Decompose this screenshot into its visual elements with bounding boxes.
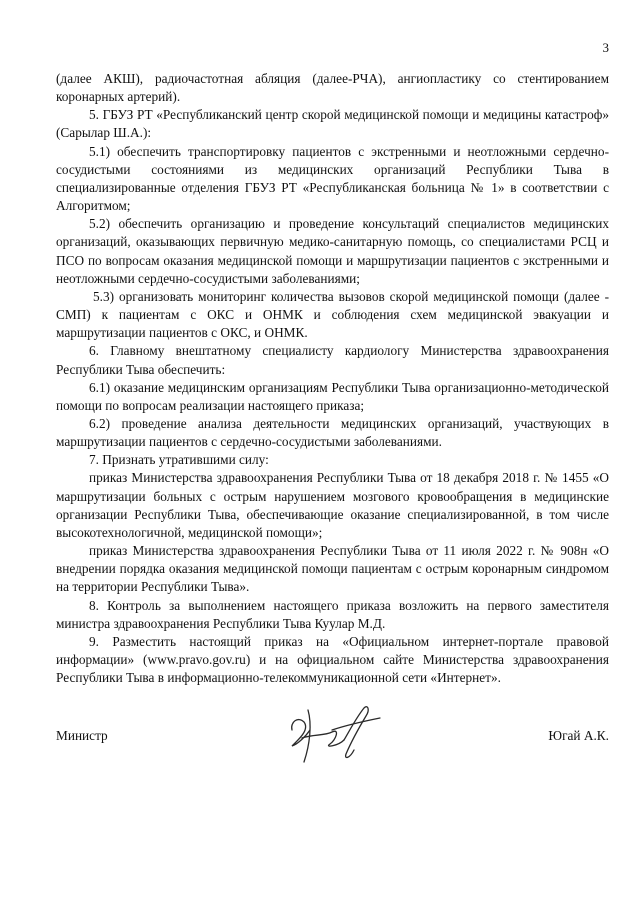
- paragraph-item-5-3: 5.3) организовать мониторинг количества вызовов скорой медицинской помощи (далее - СМП) к пациентам с ОКС и ОНМК и соблюдения схем медицинской эвакуации и маршрутизации пациентов с ОКС, и ОНМК.: [56, 288, 609, 341]
- paragraph-item-5: 5. ГБУЗ РТ «Республиканский центр скорой медицинской помощи и медицины катастроф» (Сарылар Ш.А.):: [56, 107, 609, 141]
- paragraph-item-8: 8. Контроль за выполнением настоящего приказа возложить на первого заместителя министра здравоохранения Республики Тыва Куулар М.Д.: [56, 597, 609, 631]
- paragraph-item-9: 9. Разместить настоящий приказ на «Официальном интернет-портале правовой информации» (www.pravo.gov.ru) и на официальном сайте Министерства здравоохранения Республики Тыва в информационно-телекоммуникационной сети «Интернет».: [56, 633, 609, 686]
- signature-row: [56, 728, 609, 748]
- paragraph-item-7: 7. Признать утратившими силу:: [89, 452, 269, 468]
- signatory-title: Министр: [56, 728, 108, 743]
- paragraph-order-1455: приказ Министерства здравоохранения Республики Тыва от 18 декабря 2018 г. № 1455 «О маршрутизации больных с острым нарушением мозгового кровообращения в медицинские организации Республики Тыва, обеспечивающие оказание специализированной, в том числе высокотехнологичной, медицинской помощи»;: [56, 470, 609, 540]
- page-number: 3: [602, 40, 609, 55]
- paragraph-item-6: 6. Главному внештатному специалисту кардиологу Министерства здравоохранения Республики Тыва обеспечить:: [56, 343, 609, 377]
- paragraph-continuation: (далее АКШ), радиочастотная абляция (далее-РЧА), ангиопластику со стентированием коронарных артерий).: [56, 71, 609, 105]
- paragraph-order-908n: приказ Министерства здравоохранения Республики Тыва от 11 июля 2022 г. № 908н «О внедрении порядка оказания медицинской помощи пациентам с острым коронарным синдромом на территории Республики Тыва».: [56, 543, 609, 595]
- paragraph-item-6-1: 6.1) оказание медицинским организациям Республики Тыва организационно-методической помощи по вопросам реализации настоящего приказа;: [56, 379, 609, 413]
- paragraph-item-5-2: 5.2) обеспечить организацию и проведение консультаций специалистов медицинских организаций, оказывающих первичную медико-санитарную помощь, со специалистами РСЦ и ПСО по вопросам оказания медицинской помощи и маршрутизации пациентов с экстренными и неотложными сердечно-сосудистыми заболеваниями;: [56, 216, 609, 286]
- signatory-name: Югай А.К.: [548, 728, 609, 743]
- paragraph-item-6-2: 6.2) проведение анализа деятельности медицинских организаций, участвующих в маршрутизации пациентов с сердечно-сосудистыми заболеваниями.: [56, 415, 609, 450]
- paragraph-item-5-1: 5.1) обеспечить транспортировку пациентов с экстренными и неотложными сердечно-сосудистыми состояниями из медицинских организаций Республики Тыва в специализированные отделения ГБУЗ РТ «Республиканская больница № 1» в соответствии с Алгоритмом;: [56, 143, 609, 214]
- document-body: [56, 70, 609, 687]
